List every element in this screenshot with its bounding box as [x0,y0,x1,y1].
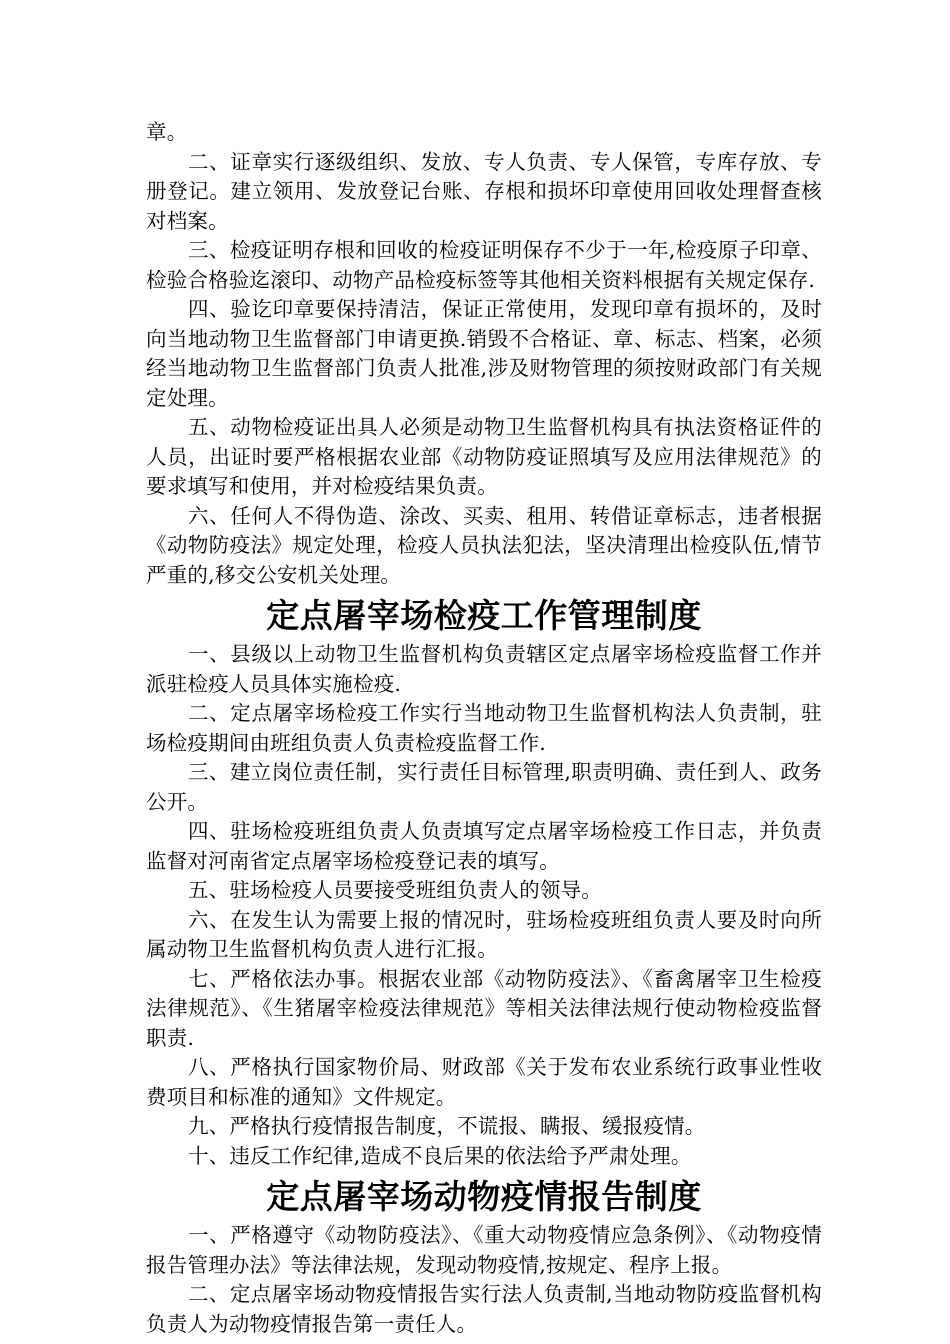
paragraph: 十、违反工作纪律,造成不良后果的依法给予严肃处理。 [188,1143,692,1168]
section-title-quarantine-management: 定点屠宰场检疫工作管理制度 [266,596,702,635]
paragraph: 四、驻场检疫班组负责人负责填写定点屠宰场检疫工作日志，并负责监督对河南省定点屠宰场检疫登记表的填写。 [146,819,822,873]
paragraph: 七、严格依法办事。根据农业部《动物防疫法》、《畜禽屠宰卫生检疫法律规范》、《生猪屠宰检疫法律规范》等相关法律法规行使动物检疫监督职责. [146,966,822,1050]
paragraph: 九、严格执行疫情报告制度，不谎报、瞒报、缓报疫情。 [188,1114,706,1138]
section-title-epidemic-report: 定点屠宰场动物疫情报告制度 [266,1177,702,1216]
paragraph-continuation: 章。 [146,120,188,144]
paragraph: 四、验讫印章要保持清洁，保证正常使用，发现印章有损坏的，及时向当地动物卫生监督部门申请更换.销毁不合格证、章、标志、档案，必须经当地动物卫生监督部门负责人批准,涉及财物管理的须按财政部门有关规定处理。 [146,297,822,410]
paragraph: 二、定点屠宰场检疫工作实行当地动物卫生监督机构法人负责制，驻场检疫期间由班组负责人负责检疫监督工作. [146,701,822,755]
paragraph: 二、定点屠宰场动物疫情报告实行法人负责制,当地动物防疫监督机构负责人为动物疫情报告第一责任人。 [146,1282,822,1336]
document-page [146,118,822,1339]
paragraph: 五、动物检疫证出具人必须是动物卫生监督机构具有执法资格证件的人员，出证时要严格根据农业部《动物防疫证照填写及应用法律规范》的要求填写和使用，并对检疫结果负责。 [146,415,822,498]
paragraph: 六、任何人不得伪造、涂改、买卖、租用、转借证章标志，违者根据《动物防疫法》规定处理，检疫人员执法犯法，坚决清理出检疫队伍,情节严重的,移交公安机关处理。 [146,503,822,587]
paragraph: 六、在发生认为需要上报的情况时，驻场检疫班组负责人要及时向所属动物卫生监督机构负责人进行汇报。 [146,907,822,961]
paragraph: 八、严格执行国家物价局、财政部《关于发布农业系统行政事业性收费项目和标准的通知》文件规定。 [146,1055,822,1109]
paragraph: 一、县级以上动物卫生监督机构负责辖区定点屠宰场检疫监督工作并派驻检疫人员具体实施检疫. [146,642,822,696]
paragraph: 三、建立岗位责任制，实行责任目标管理,职责明确、责任到人、政务公开。 [146,760,822,814]
paragraph: 一、严格遵守《动物防疫法》、《重大动物疫情应急条例》、《动物疫情报告管理办法》等法律法规，发现动物疫情,按规定、程序上报。 [146,1223,822,1277]
paragraph: 二、证章实行逐级组织、发放、专人负责、专人保管，专库存放、专册登记。建立领用、发放登记台账、存根和损坏印章使用回收处理督查核对档案。 [146,149,822,233]
paragraph: 三、检疫证明存根和回收的检疫证明保存不少于一年,检疫原子印章、检验合格验迄滚印、动物产品检疫标签等其他相关资料根据有关规定保存. [146,238,822,292]
paragraph: 五、驻场检疫人员要接受班组负责人的领导。 [188,878,602,902]
